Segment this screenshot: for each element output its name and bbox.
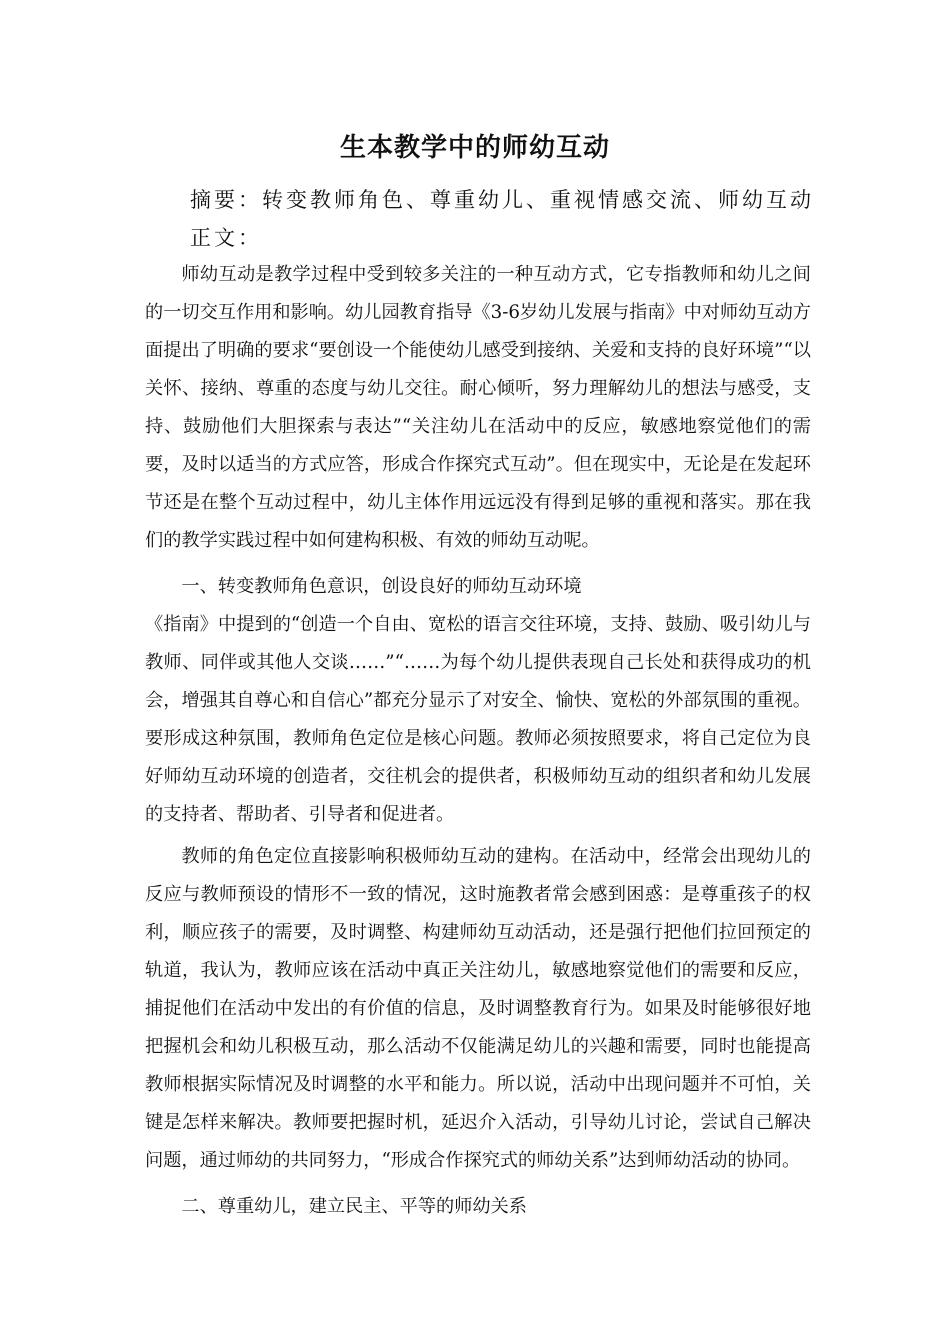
paragraph-intro: 师幼互动是教学过程中受到较多关注的一种互动方式，它专指教师和幼儿之间的一切交互作用和影响。幼儿园教育指导《3-6岁幼儿发展与指南》中对师幼互动方面提出了明确的要求“要创设一个能使幼儿感受到接纳、关爱和支持的良好环境”“以关怀、接纳、尊重的态度与幼儿交往。耐心倾听，努力理解幼儿的想法与感受，支持、鼓励他们大胆探索与表达”“关注幼儿在活动中的反应，敏感地察觉他们的需要，及时以适当的方式应答，形成合作探究式互动”。但在现实中，无论是在发起环节还是在整个互动过程中，幼儿主体作用远远没有得到足够的重视和落实。那在我们的教学实践过程中如何建构积极、有效的师幼互动呢。 — [145, 264, 811, 551]
paragraph-teacher-role: 教师的角色定位直接影响积极师幼互动的建构。在活动中，经常会出现幼儿的反应与教师预设的情形不一致的情况，这时施教者常会感到困惑：是尊重孩子的权利，顺应孩子的需要，及时调整、构建师幼互动活动，还是强行把他们拉回预定的轨道，我认为，教师应该在活动中真正关注幼儿，敏感地察觉他们的需要和反应，捕捉他们在活动中发出的有价值的信息，及时调整教育行为。如果及时能够很好地把握机会和幼儿积极互动，那么活动不仅能满足幼儿的兴趣和需要，同时也能提高教师根据实际情况及时调整的水平和能力。所以说，活动中出现问题并不可怕，关键是怎样来解决。教师要把握时机，延迟介入活动，引导幼儿讨论，尝试自己解决问题，通过师幼的共同努力，“形成合作探究式的师幼关系”达到师幼活动的协同。 — [145, 846, 811, 1171]
document-title: 生本教学中的师幼互动 — [339, 133, 610, 163]
section-heading-2: 二、尊重幼儿，建立民主、平等的师幼关系 — [181, 1196, 527, 1217]
abstract-line: 摘要：转变教师角色、尊重幼儿、重视情感交流、师幼互动 — [190, 188, 814, 212]
body-label: 正文： — [190, 226, 262, 250]
document-body — [145, 256, 811, 1226]
section-heading-1: 一、转变教师角色意识，创设良好的师幼互动环境 — [181, 576, 582, 597]
paragraph-guide-quote: 《指南》中提到的“创造一个自由、宽松的语言交往环境，支持、鼓励、吸引幼儿与教师、同伴或其他人交谈……”“……为每个幼儿提供表现自己长处和获得成功的机会，增强其自尊心和自信心”都充分显示了对安全、愉快、宽松的外部氛围的重视。要形成这种氛围，教师角色定位是核心问题。教师必须按照要求，将自己定位为良好师幼互动环境的创造者，交往机会的提供者，积极师幼互动的组织者和幼儿发展的支持者、帮助者、引导者和促进者。 — [145, 614, 811, 825]
